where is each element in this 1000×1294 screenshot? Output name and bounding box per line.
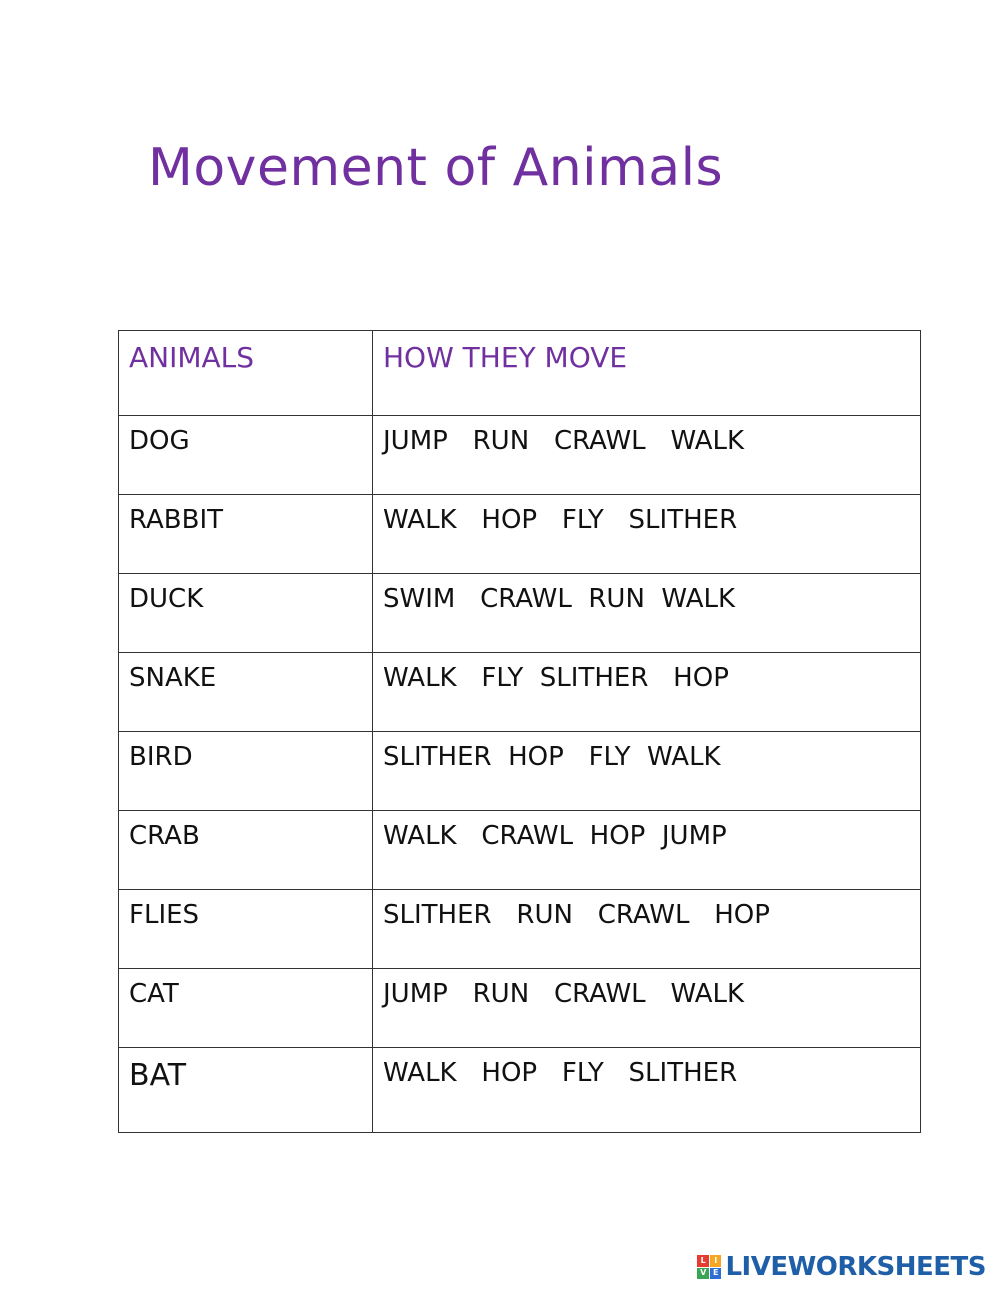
- brand-name: LIVEWORKSHEETS: [725, 1252, 986, 1282]
- moves-cell: SWIM CRAWL RUN WALK: [373, 574, 921, 653]
- table-row: [119, 1048, 921, 1133]
- table-row: [119, 416, 921, 495]
- movement-table: [118, 330, 921, 1133]
- moves-cell: JUMP RUN CRAWL WALK: [373, 969, 921, 1048]
- liveworksheets-brand[interactable]: [697, 1252, 986, 1282]
- moves-cell: WALK FLY SLITHER HOP: [373, 653, 921, 732]
- table-row: [119, 811, 921, 890]
- header-how-they-move: HOW THEY MOVE: [373, 331, 921, 416]
- logo-letter-e: E: [710, 1268, 722, 1280]
- table-row: [119, 574, 921, 653]
- logo-letter-v: V: [697, 1268, 709, 1280]
- animal-cell: CAT: [119, 969, 373, 1048]
- liveworksheets-logo-icon: [697, 1255, 721, 1279]
- moves-cell: SLITHER HOP FLY WALK: [373, 732, 921, 811]
- moves-cell: WALK HOP FLY SLITHER: [373, 1048, 921, 1133]
- header-animals: ANIMALS: [119, 331, 373, 416]
- moves-cell: SLITHER RUN CRAWL HOP: [373, 890, 921, 969]
- table-row: [119, 732, 921, 811]
- moves-cell: WALK HOP FLY SLITHER: [373, 495, 921, 574]
- table-row: [119, 969, 921, 1048]
- animal-cell: SNAKE: [119, 653, 373, 732]
- animal-cell: RABBIT: [119, 495, 373, 574]
- table-header-row: [119, 331, 921, 416]
- animal-cell: CRAB: [119, 811, 373, 890]
- animal-cell: BAT: [119, 1048, 373, 1133]
- animal-cell: DOG: [119, 416, 373, 495]
- page-title: Movement of Animals: [148, 138, 724, 198]
- moves-cell: WALK CRAWL HOP JUMP: [373, 811, 921, 890]
- animal-cell: BIRD: [119, 732, 373, 811]
- table-row: [119, 495, 921, 574]
- table-row: [119, 890, 921, 969]
- moves-cell: JUMP RUN CRAWL WALK: [373, 416, 921, 495]
- logo-letter-l: L: [697, 1255, 709, 1267]
- logo-letter-i: I: [710, 1255, 722, 1267]
- animal-cell: DUCK: [119, 574, 373, 653]
- table-row: [119, 653, 921, 732]
- animal-cell: FLIES: [119, 890, 373, 969]
